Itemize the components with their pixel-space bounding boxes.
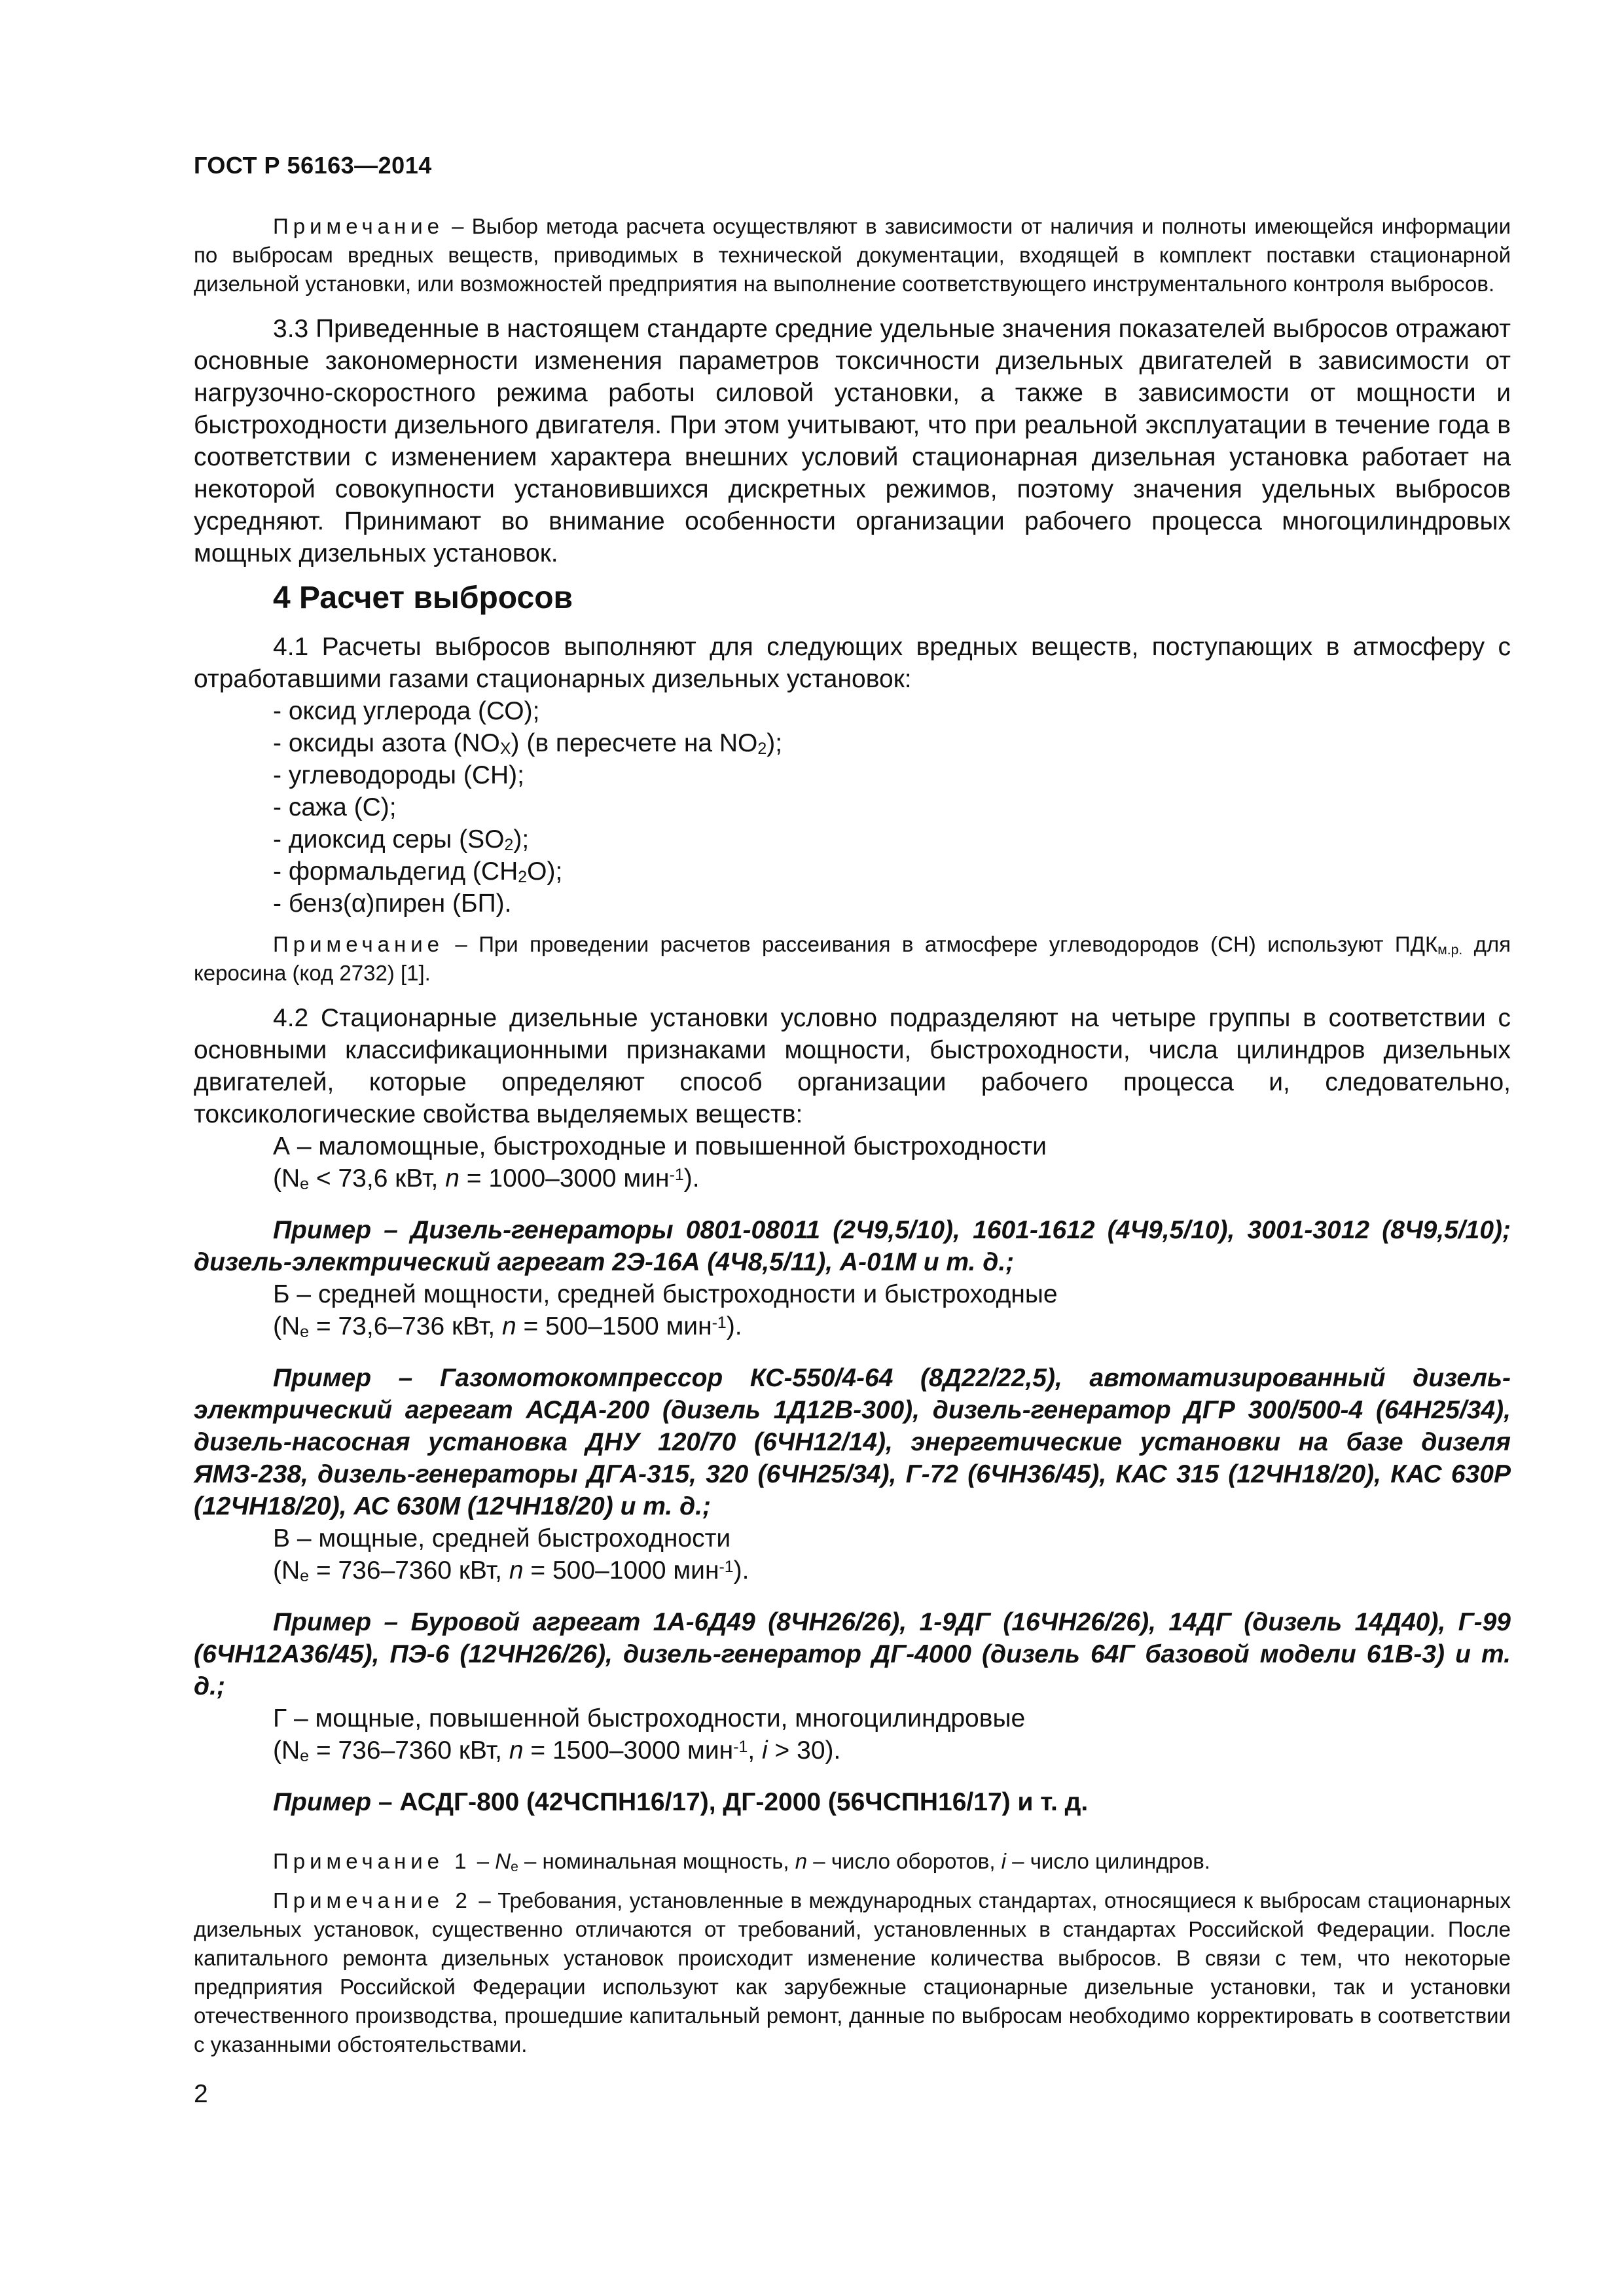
group-g-params: ($N_e = 736-7360$ кВт, n = 1500–3000 мин$^{-1}$, i > 30).	[273, 1736, 841, 1765]
example-group-b: Пример – Газомотокомпрессор КС-550/4-64 (8Д22/22,5), автоматизированный дизель-электрический агрегат АСДА-200 (дизель 1Д12В-300), дизель-генератор ДГР 300/500-4 (64Н25/34), дизель-насосная установка ДНУ 120/70 (6ЧН12/14), энергетические установки на базе дизеля ЯМЗ-238, дизель-генераторы ДГА-315, 320 (6ЧН25/34), Г-72 (6ЧН36/45), КАС 315 (12ЧН18/20), КАС 630Р (12ЧН18/20), АС 630М (12ЧН18/20) и т. д.;	[194, 1364, 1511, 1520]
document-header: ГОСТ Р 56163—2014	[194, 152, 432, 179]
paragraph-3-3: 3.3 Приведенные в настоящем стандарте средние удельные значения показателей выбросов отражают основные закономерности изменения параметров токсичности дизельных двигателей в зависимости от нагрузочно-скоростного режима работы силовой установки, а также в зависимости от мощности и быстроходности дизельного двигателя. При этом учитывают, что при реальной эксплуатации в течение года в соответствии с изменением характера внешних условий стационарная дизельная установка работает на некоторой совокупности установившихся дискретных режимов, поэтому значения удельных выбросов усредняют. Принимают во внимание особенности организации рабочего процесса многоцилиндровых мощных дизельных установок.	[194, 315, 1511, 567]
group-a-params: ($N_e < 73,6$ кВт, n = 1000–3000 мин$^{-1}$).	[273, 1164, 700, 1193]
paragraph-4-1: 4.1 Расчеты выбросов выполняют для следующих вредных веществ, поступающих в атмосферу с отработавшими газами стационарных дизельных установок:	[194, 633, 1511, 693]
note-2: Примечание 2 – Требования, установленные в международных стандартах, относящиеся к выбросам стационарных дизельных установок, существенно отличаются от требований, установленных в стандартах Российской Федерации. После капитального ремонта дизельных установок происходит изменение количества выбросов. В связи с тем, что некоторые предприятия Российской Федерации используют как зарубежные стационарные дизельные установки, так и установки отечественного производства, прошедшие капитальный ремонт, данные по выбросам необходимо корректировать в соответствии с указанными обстоятельствами.	[194, 1888, 1511, 2056]
document-page	[194, 152, 1511, 2059]
group-v-title: В – мощные, средней быстроходности	[273, 1524, 731, 1552]
note-1: Примечание $1 - N_e$ – номинальная мощность, n – число оборотов, i – число цилиндров.	[273, 1849, 1210, 1874]
group-g-title: Г – мощные, повышенной быстроходности, многоцилиндровые	[273, 1704, 1026, 1732]
substance-list	[194, 695, 1511, 920]
group-a-title: А – маломощные, быстроходные и повышенной быстроходности	[273, 1132, 1047, 1160]
list-item: - сажа (С);	[273, 793, 397, 821]
page-number: 2	[194, 2080, 208, 2108]
paragraph-4-2: 4.2 Стационарные дизельные установки условно подразделяют на четыре группы в соответствии с основными классификационными признаками мощности, быстроходности, числа цилиндров дизельных двигателей, которые определяют способ организации рабочего процесса и, следовательно, токсикологические свойства выделяемых веществ:	[194, 1004, 1511, 1128]
example-group-a: Пример – Дизель-генераторы 0801-08011 (2Ч9,5/10), 1601-1612 (4Ч9,5/10), 3001-3012 (8Ч9,5/10); дизель-электрический агрегат 2Э-16А (4Ч8,5/11), А-01М и т. д.;	[194, 1216, 1511, 1276]
note-text: – Выбор метода расчета осуществляют в зависимости от наличия и полноты имеющейся информации по выбросам вредных веществ, приводимых в технической документации, входящей в комплект поставки стационарной дизельной установки, или возможностей предприятия на выполнение соответствующего инструментального контроля выбросов.	[194, 214, 1511, 296]
list-item: - оксиды азота $(NO_X)$ (в пересчете на $NO_2$);	[273, 729, 783, 758]
list-item: - бенз(α)пирен (БП).	[273, 889, 512, 918]
section-4-title: 4 Расчет выбросов	[273, 581, 573, 615]
note-hydrocarbons: Примечание – При проведении расчетов рассеивания в атмосфере углеводородов (СН) используют $ПДК_{м.р.}$ для керосина (код 2732) [1].	[194, 932, 1511, 985]
list-item: - углеводороды (СН);	[273, 761, 524, 789]
list-item: - оксид углерода (СО);	[273, 697, 540, 725]
group-v-params: ($N_e = 736-7360$ кВт, n = 500–1000 мин$^{-1}$).	[273, 1556, 749, 1585]
list-item: - диоксид серы $(SO_2)$;	[273, 825, 530, 854]
group-b-params: ($N_e = 73,6-736$ кВт, n = 500–1500 мин$^{-1}$).	[273, 1312, 742, 1341]
list-item: - формальдегид $(CH_2O)$;	[273, 857, 563, 886]
note-method-choice	[194, 212, 1511, 298]
example-group-v: Пример – Буровой агрегат 1А-6Д49 (8ЧН26/26), 1-9ДГ (16ЧН26/26), 14ДГ (дизель 14Д40), Г-99 (6ЧН12А36/45), ПЭ-6 (12ЧН26/26), дизель-генератор ДГ-4000 (дизель 64Г базовой модели 61В-3) и т. д.;	[194, 1608, 1511, 1700]
group-b-title: Б – средней мощности, средней быстроходности и быстроходные	[273, 1280, 1058, 1308]
example-group-g: Пример – АСДГ-800 (42ЧСПН16/17), ДГ-2000 (56ЧСПН16/17) и т. д.	[273, 1788, 1089, 1816]
note-label: Примечание	[273, 214, 444, 238]
